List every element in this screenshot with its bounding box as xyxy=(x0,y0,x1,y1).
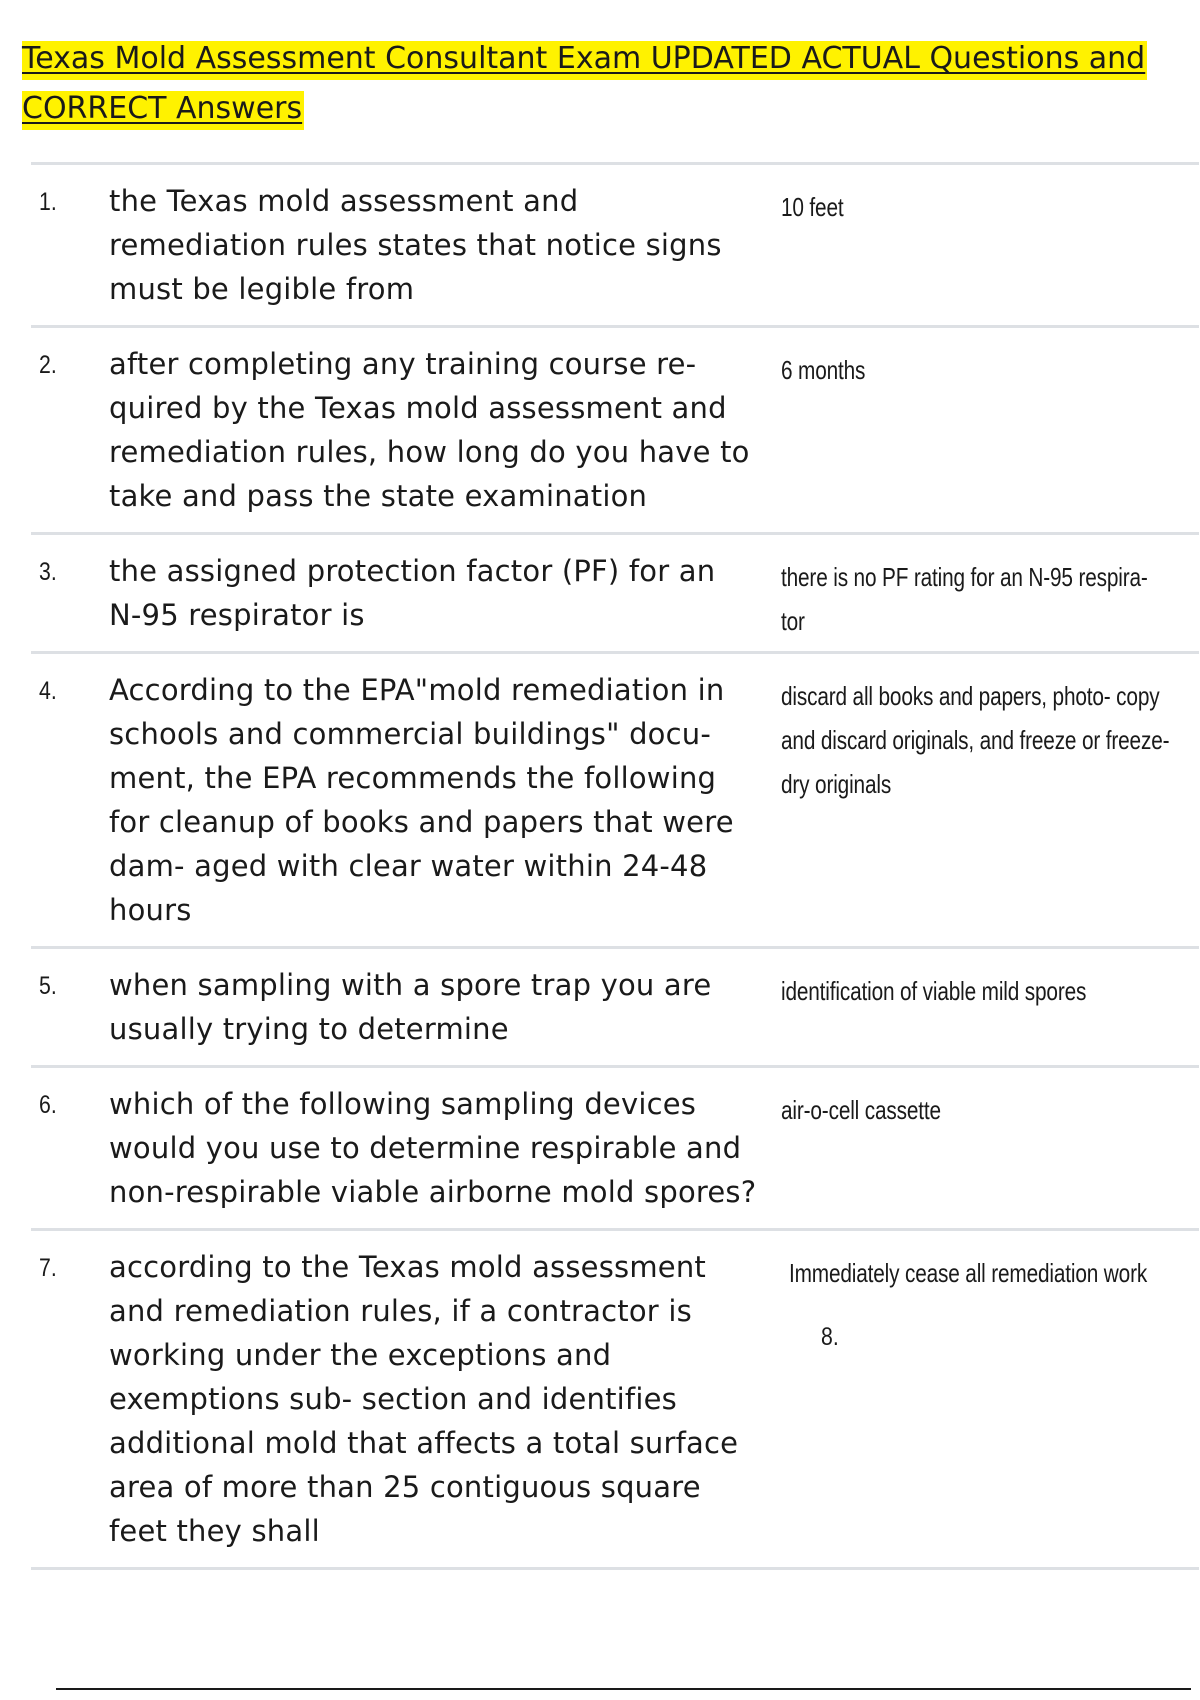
question-number: 5. xyxy=(39,972,57,1000)
qa-row xyxy=(31,165,1199,328)
page-title-text: Texas Mold Assessment Consultant Exam UPDATED ACTUAL Questions and CORRECT Answers xyxy=(22,41,1147,130)
answer-text: 10 feet xyxy=(781,192,844,222)
qa-row xyxy=(31,1231,1199,1570)
answer-text: identification of viable mild spores xyxy=(781,976,1087,1006)
question-text: the Texas mold assessment and remediation rules states that notice signs must be legible from xyxy=(109,184,722,306)
answer-text: Immediately cease all remediation work xyxy=(789,1258,1148,1288)
answer-text: there is no PF rating for an N-95 respira- tor xyxy=(781,562,1148,636)
footer-rule xyxy=(56,1688,1191,1690)
page-title xyxy=(22,34,1172,134)
answer-text: air-o-cell cassette xyxy=(781,1095,941,1125)
question-text: According to the EPA"mold remediation in schools and commercial buildings" docu- ment, the EPA recommends the following for cleanup of books and papers that were dam- aged with clear water within 24-48 hours xyxy=(109,673,734,927)
question-text: after completing any training course re- quired by the Texas mold assessment and remediation rules, how long do you have to take and pass the state examination xyxy=(109,347,750,513)
question-number: 2. xyxy=(39,351,57,379)
answer-text: 6 months xyxy=(781,355,866,385)
qa-row xyxy=(31,1068,1199,1231)
question-text: when sampling with a spore trap you are usually trying to determine xyxy=(109,968,712,1046)
qa-row xyxy=(31,535,1199,654)
qa-row xyxy=(31,949,1199,1068)
question-number: 6. xyxy=(39,1091,57,1119)
qa-list xyxy=(31,162,1199,1570)
question-number: 4. xyxy=(39,677,57,705)
question-text: according to the Texas mold assessment and remediation rules, if a contractor is working under the exceptions and exemptions sub- section and identifies additional mold that affects a total surface area of more than 25 contiguous square feet they shall xyxy=(109,1250,739,1548)
question-number: 3. xyxy=(39,558,57,586)
question-number: 1. xyxy=(39,188,57,216)
next-question-number: 8. xyxy=(821,1323,839,1351)
question-text: the assigned protection factor (PF) for an N-95 respirator is xyxy=(109,554,716,632)
question-text: which of the following sampling devices would you use to determine respirable and non-respirable viable airborne mold spores? xyxy=(109,1087,757,1209)
answer-text: discard all books and papers, photo- copy and discard originals, and freeze or freeze-dry originals xyxy=(781,681,1170,799)
qa-row xyxy=(31,328,1199,535)
qa-row xyxy=(31,654,1199,949)
question-number: 7. xyxy=(39,1254,57,1282)
